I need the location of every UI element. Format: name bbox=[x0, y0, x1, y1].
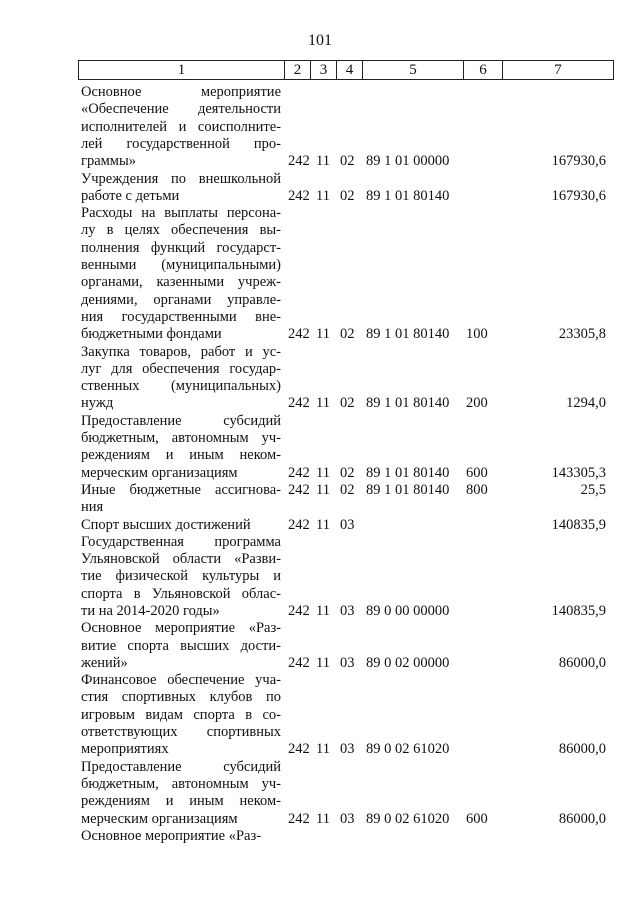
code-csr: 89 0 02 00000 bbox=[366, 654, 450, 671]
row-name-line: бюджетным, автономным уч- bbox=[81, 429, 281, 446]
row-sum: 86000,0 bbox=[558, 654, 606, 671]
code-gr: 242 bbox=[288, 187, 310, 204]
row-name-line: граммы» bbox=[81, 153, 136, 170]
code-rz: 11 bbox=[316, 654, 330, 671]
code-gr: 242 bbox=[288, 395, 310, 412]
row-name-line: реждениям и иным неком- bbox=[81, 447, 281, 464]
code-csr: 89 1 01 80140 bbox=[366, 395, 450, 412]
row-sum: 86000,0 bbox=[558, 810, 606, 827]
code-csr: 89 1 01 80140 bbox=[366, 326, 450, 343]
table-row-name bbox=[81, 344, 281, 413]
row-name-line: игровым видам спорта в со- bbox=[81, 706, 281, 723]
code-vr: 600 bbox=[466, 810, 488, 827]
row-name-line: венными (муниципальными) bbox=[81, 256, 281, 273]
code-rz: 11 bbox=[316, 810, 330, 827]
row-name-line: спорта в Ульяновской облас- bbox=[81, 585, 281, 602]
row-name-line: ти на 2014-2020 годы» bbox=[81, 602, 220, 619]
row-name-line: тие физической культуры и bbox=[81, 568, 281, 585]
row-name-line: «Обеспечение деятельности bbox=[81, 101, 281, 118]
row-name-line: жений» bbox=[81, 654, 128, 671]
row-name-line: полнения функций государст- bbox=[81, 239, 281, 256]
column-header: 1 bbox=[79, 61, 285, 79]
row-name-line: мероприятиях bbox=[81, 741, 169, 758]
code-rz: 11 bbox=[316, 464, 330, 481]
code-gr: 242 bbox=[288, 810, 310, 827]
row-name-line: Основное мероприятие bbox=[81, 84, 281, 100]
row-sum: 1294,0 bbox=[566, 395, 606, 412]
row-name-line: мерческим организациям bbox=[81, 810, 238, 827]
code-csr: 89 0 02 61020 bbox=[366, 741, 450, 758]
page-number: 101 bbox=[308, 32, 332, 49]
code-vr: 100 bbox=[466, 326, 488, 343]
code-pr: 03 bbox=[340, 603, 355, 619]
row-name-line: лу в целях обеспечения вы- bbox=[81, 222, 281, 239]
code-rz: 11 bbox=[316, 603, 330, 619]
code-pr: 02 bbox=[340, 481, 355, 498]
code-pr: 03 bbox=[340, 654, 355, 671]
table-row-name bbox=[81, 620, 281, 672]
code-pr: 02 bbox=[340, 153, 355, 170]
row-name-line: Основное мероприятие «Раз- bbox=[81, 620, 281, 637]
row-name-line: витие спорта высших дости- bbox=[81, 637, 281, 654]
row-name-line: ния bbox=[81, 499, 104, 516]
row-name-line: Финансовое обеспечение уча- bbox=[81, 672, 281, 689]
table-row-name bbox=[81, 171, 281, 206]
code-vr: 800 bbox=[466, 481, 488, 498]
code-gr: 242 bbox=[288, 603, 310, 619]
row-name-line: мерческим организациям bbox=[81, 464, 238, 481]
table-row-name bbox=[81, 413, 281, 482]
row-sum: 140835,9 bbox=[551, 603, 606, 619]
code-pr: 02 bbox=[340, 464, 355, 481]
table-row-name bbox=[81, 672, 281, 758]
table-header bbox=[78, 60, 614, 80]
code-pr: 03 bbox=[340, 516, 355, 533]
column-header: 2 bbox=[285, 61, 311, 79]
code-rz: 11 bbox=[316, 326, 330, 343]
row-sum: 23305,8 bbox=[558, 326, 606, 343]
table-row-name bbox=[81, 205, 281, 343]
code-gr: 242 bbox=[288, 326, 310, 343]
code-gr: 242 bbox=[288, 741, 310, 758]
row-name-line: Предоставление субсидий bbox=[81, 758, 281, 775]
table-row-name bbox=[81, 759, 281, 828]
row-name-line: Спорт высших достижений bbox=[81, 516, 251, 533]
code-csr: 89 1 01 80140 bbox=[366, 187, 450, 204]
column-header: 7 bbox=[554, 62, 562, 78]
code-gr: 242 bbox=[288, 654, 310, 671]
table-row-name bbox=[81, 517, 281, 534]
code-rz: 11 bbox=[316, 153, 330, 170]
row-name-line: ственных (муниципальных) bbox=[81, 378, 281, 395]
row-name-line: Основное мероприятие «Раз- bbox=[81, 827, 262, 844]
code-csr: 89 1 01 00000 bbox=[366, 153, 450, 170]
column-header: 4 bbox=[337, 61, 363, 79]
row-name-line: органами, казенными учреж- bbox=[81, 274, 281, 291]
table-row-name bbox=[81, 534, 281, 620]
row-name-line: работе с детьми bbox=[81, 187, 180, 204]
row-name-line: Иные бюджетные ассигнова- bbox=[81, 481, 281, 498]
code-rz: 11 bbox=[316, 481, 330, 498]
code-rz: 11 bbox=[316, 187, 330, 204]
row-name-line: стия спортивных клубов по bbox=[81, 689, 281, 706]
row-name-line: луг для обеспечения государ- bbox=[81, 360, 281, 377]
code-gr: 242 bbox=[288, 481, 310, 498]
row-name-line: лей государственной про- bbox=[81, 135, 281, 152]
code-csr: 89 0 02 61020 bbox=[366, 810, 450, 827]
row-sum: 143305,3 bbox=[551, 464, 606, 481]
row-name-line: Предоставление субсидий bbox=[81, 412, 281, 429]
code-pr: 03 bbox=[340, 741, 355, 758]
column-header: 3 bbox=[311, 61, 337, 79]
code-rz: 11 bbox=[316, 516, 330, 533]
code-pr: 03 bbox=[340, 810, 355, 827]
column-header: 6 bbox=[464, 61, 503, 79]
row-name-line: дениями, органами управле- bbox=[81, 291, 281, 308]
row-name-line: нужд bbox=[81, 395, 114, 412]
row-name-line: бюджетным, автономным уч- bbox=[81, 775, 281, 792]
row-sum: 140835,9 bbox=[551, 516, 606, 533]
row-name-line: реждениям и иным неком- bbox=[81, 793, 281, 810]
code-csr: 89 1 01 80140 bbox=[366, 481, 450, 498]
code-vr: 200 bbox=[466, 395, 488, 412]
row-sum: 25,5 bbox=[580, 481, 606, 498]
code-pr: 02 bbox=[340, 326, 355, 343]
code-csr: 89 1 01 80140 bbox=[366, 464, 450, 481]
code-rz: 11 bbox=[316, 741, 330, 758]
row-name-line: ния государственными вне- bbox=[81, 308, 281, 325]
row-name-line: Ульяновской области «Разви- bbox=[81, 551, 281, 568]
row-sum: 86000,0 bbox=[558, 741, 606, 758]
code-pr: 02 bbox=[340, 395, 355, 412]
row-name-line: ответствующих спортивных bbox=[81, 724, 281, 741]
code-vr: 600 bbox=[466, 464, 488, 481]
table-row-name bbox=[81, 828, 281, 845]
table-row-name bbox=[81, 482, 281, 517]
row-sum: 167930,6 bbox=[551, 153, 606, 170]
code-gr: 242 bbox=[288, 153, 310, 170]
code-gr: 242 bbox=[288, 516, 310, 533]
row-sum: 167930,6 bbox=[551, 187, 606, 204]
row-name-line: бюджетными фондами bbox=[81, 326, 222, 343]
row-name-line: Учреждения по внешкольной bbox=[81, 170, 281, 187]
row-name-line: Государственная программа bbox=[81, 533, 281, 550]
row-name-line: Закупка товаров, работ и ус- bbox=[81, 343, 281, 360]
code-csr: 89 0 00 00000 bbox=[366, 603, 450, 619]
table-row-name bbox=[81, 84, 281, 170]
code-rz: 11 bbox=[316, 395, 330, 412]
column-header: 5 bbox=[363, 61, 464, 79]
row-name-line: Расходы на выплаты персона- bbox=[81, 205, 281, 222]
code-pr: 02 bbox=[340, 187, 355, 204]
code-gr: 242 bbox=[288, 464, 310, 481]
row-name-line: исполнителей и соисполните- bbox=[81, 118, 281, 135]
